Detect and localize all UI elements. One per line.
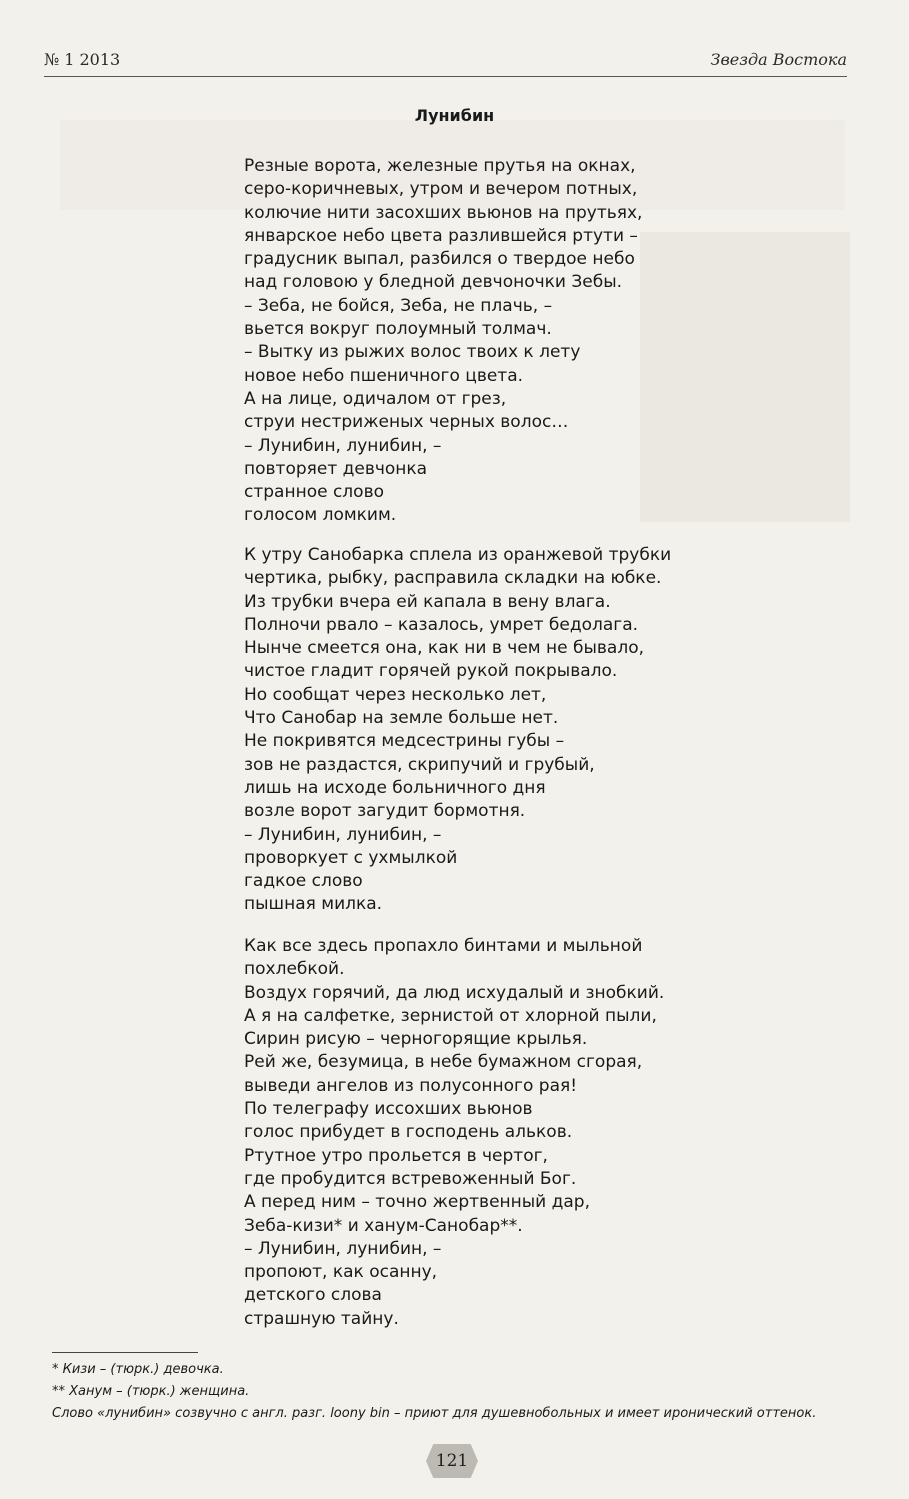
poem-line: Не покривятся медсестрины губы – xyxy=(244,731,565,752)
poem-line: Что Санобар на земле больше нет. xyxy=(244,708,559,729)
header-divider xyxy=(44,76,847,77)
poem-line: похлебкой. xyxy=(244,959,345,980)
stanza-1 xyxy=(244,155,642,528)
poem-line: По телеграфу иссохших вьюнов xyxy=(244,1099,533,1120)
poem-line: Зеба-кизи* и ханум-Санобар**. xyxy=(244,1215,523,1236)
poem-line: проворкует с ухмылкой xyxy=(244,847,458,868)
journal-name: Звезда Востока xyxy=(710,50,847,69)
poem-line: – Лунибин, лунибин, – xyxy=(244,1238,442,1259)
poem-line: градусник выпал, разбился о твердое небо xyxy=(244,249,635,270)
poem-line: струи нестриженых черных волос… xyxy=(244,412,569,433)
poem-line: серо-коричневых, утром и вечером потных, xyxy=(244,179,638,200)
bleed-through-image xyxy=(640,232,850,522)
poem-line: Сирин рисую – черногорящие крылья. xyxy=(244,1029,588,1050)
poem-line: страшную тайну. xyxy=(244,1308,399,1329)
poem-line: детского слова xyxy=(244,1285,382,1306)
poem-line: Нынче смеется она, как ни в чем не бывало, xyxy=(244,638,645,659)
poem-line: пышная милка. xyxy=(244,894,383,915)
poem-line: Полночи рвало – казалось, умрет бедолага. xyxy=(244,614,639,635)
poem-line: зов не раздастся, скрипучий и грубый, xyxy=(244,754,595,775)
poem-line: странное слово xyxy=(244,482,384,503)
poem-line: Резные ворота, железные прутья на окнах, xyxy=(244,156,636,176)
poem-line: колючие нити засохших вьюнов на прутьях, xyxy=(244,202,643,223)
poem-title: Лунибин xyxy=(414,106,495,125)
poem-line: повторяет девчонка xyxy=(244,458,428,479)
page-number: 121 xyxy=(435,1451,469,1471)
poem-line: Из трубки вчера ей капала в вену влага. xyxy=(244,591,611,612)
poem-line: чертика, рыбку, расправила складки на юбке. xyxy=(244,568,662,589)
poem-line: вьется вокруг полоумный толмач. xyxy=(244,319,552,340)
poem-line: Как все здесь пропахло бинтами и мыльной xyxy=(244,936,643,956)
poem-line: новое небо пшеничного цвета. xyxy=(244,365,524,386)
footnote: * Кизи – (тюрк.) девочка. xyxy=(52,1362,224,1377)
poem-line: над головою у бледной девчоночки Зебы. xyxy=(244,272,623,293)
poem-line: А я на салфетке, зернистой от хлорной пыли, xyxy=(244,1005,657,1026)
poem-line: голосом ломким. xyxy=(244,505,397,526)
poem-line: К утру Санобарка сплела из оранжевой трубки xyxy=(244,545,672,565)
poem-line: возле ворот загудит бормотня. xyxy=(244,801,526,822)
poem-line: Рей же, безумица, в небе бумажном сгорая, xyxy=(244,1052,643,1073)
poem-line: чистое гладит горячей рукой покрывало. xyxy=(244,661,618,682)
poem-line: январское небо цвета разлившейся ртути – xyxy=(244,225,638,246)
issue-number: № 1 2013 xyxy=(44,50,121,69)
footnote-divider xyxy=(52,1352,198,1353)
poem-line: – Вытку из рыжих волос твоих к лету xyxy=(244,342,581,363)
poem-line: лишь на исходе больничного дня xyxy=(244,777,546,798)
poem-line: Ртутное утро прольется в чертог, xyxy=(244,1145,548,1166)
poem-line: – Зеба, не бойся, Зеба, не плачь, – xyxy=(244,295,553,316)
poem-line: гадкое слово xyxy=(244,871,363,892)
poem-line: пропоют, как осанну, xyxy=(244,1262,438,1283)
poem-line: А перед ним – точно жертвенный дар, xyxy=(244,1192,590,1213)
poem-line: А на лице, одичалом от грез, xyxy=(244,388,507,409)
poem-line: Воздух горячий, да люд исхудалый и знобкий. xyxy=(244,982,665,1003)
footnote: ** Ханум – (тюрк.) женщина. xyxy=(52,1384,250,1399)
footnote: Слово «лунибин» созвучно с англ. разг. loony bin – приют для душевнобольных и имеет иронический оттенок. xyxy=(52,1406,817,1421)
poem-line: где пробудится встревоженный Бог. xyxy=(244,1168,577,1189)
stanza-3 xyxy=(244,935,664,1331)
poem-line: выведи ангелов из полусонного рая! xyxy=(244,1075,578,1096)
poem-line: – Лунибин, лунибин, – xyxy=(244,435,442,456)
poem-line: – Лунибин, лунибин, – xyxy=(244,824,442,845)
poem-line: Но сообщат через несколько лет, xyxy=(244,684,547,705)
stanza-2 xyxy=(244,544,671,917)
poem-line: голос прибудет в господень альков. xyxy=(244,1122,573,1143)
